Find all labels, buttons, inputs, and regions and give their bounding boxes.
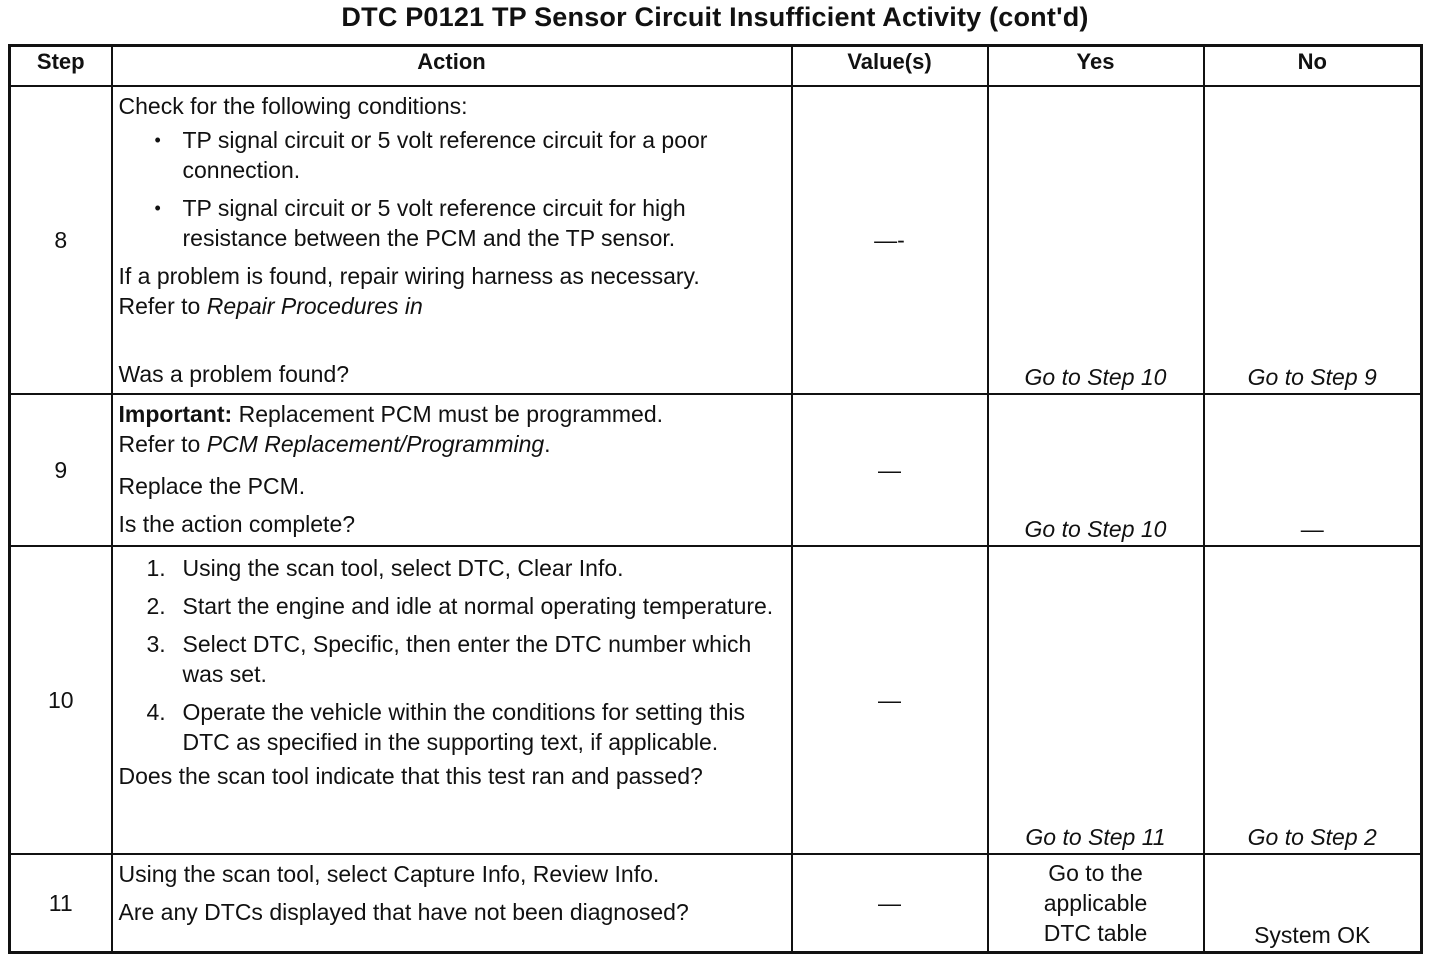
step-number: 10: [10, 546, 112, 854]
action-text: If a problem is found, repair wiring harness as necessary.: [118, 263, 700, 289]
pcm-programming-link[interactable]: PCM Replacement/Programming: [206, 431, 545, 457]
table-row: [10, 394, 1422, 546]
header-no: No: [1204, 46, 1422, 87]
yes-link[interactable]: Go to Step 10: [1024, 364, 1167, 390]
refer-prefix: Refer to: [118, 293, 207, 319]
no-cell: [1204, 394, 1422, 546]
item-number: 4.: [146, 699, 166, 725]
table-header-row: [10, 46, 1422, 87]
list-item: • TP signal circuit or 5 volt reference circuit for high resistance between the PCM and the TP sensor.: [183, 193, 781, 253]
action-question: Does the scan tool indicate that this test ran and passed?: [118, 763, 703, 789]
refer-prefix: Refer to: [118, 431, 207, 457]
value-cell: —: [792, 854, 988, 952]
important-note: [119, 399, 781, 429]
yes-link[interactable]: Go to Step 11: [1025, 824, 1166, 850]
item-number: 2.: [146, 593, 166, 619]
no-link[interactable]: Go to Step 9: [1247, 364, 1377, 390]
header-action: Action: [112, 46, 792, 87]
procedure-list: [119, 553, 781, 757]
item-number: 1.: [146, 555, 166, 581]
list-item: [146, 553, 781, 583]
refer-line: [119, 429, 781, 459]
item-number: 3.: [146, 631, 166, 657]
action-instruction: Replace the PCM.: [118, 473, 306, 499]
action-cell: [112, 394, 792, 546]
table-row: [10, 86, 1422, 394]
list-item: • TP signal circuit or 5 volt reference circuit for a poor connection.: [183, 125, 781, 185]
yes-cell: [988, 546, 1204, 854]
yes-link[interactable]: Go to Step 10: [1024, 516, 1167, 542]
table-row: [10, 546, 1422, 854]
action-question: Are any DTCs displayed that have not been diagnosed?: [118, 899, 689, 925]
value-cell: —: [792, 394, 988, 546]
condition-list: [119, 125, 781, 253]
item-text: Using the scan tool, select DTC, Clear Info.: [182, 555, 624, 581]
diagnostic-table: [8, 44, 1423, 954]
no-cell: [1204, 854, 1422, 952]
yes-cell: [988, 394, 1204, 546]
no-link[interactable]: Go to Step 2: [1247, 824, 1377, 850]
action-question: Is the action complete?: [118, 511, 356, 537]
no-cell: [1204, 546, 1422, 854]
page-title: DTC P0121 TP Sensor Circuit Insufficient Activity (cont'd): [341, 2, 1089, 32]
item-text: Select DTC, Specific, then enter the DTC number which was set.: [182, 631, 752, 687]
yes-cell: [988, 854, 1204, 952]
important-text: Replacement PCM must be programmed.: [232, 401, 663, 427]
header-step: Step: [10, 46, 112, 87]
refer-line: [119, 291, 781, 321]
step-number: 8: [10, 86, 112, 394]
no-value: —: [1300, 516, 1324, 542]
repair-procedures-link[interactable]: Repair Procedures in: [206, 293, 423, 319]
action-intro: Check for the following conditions:: [118, 93, 468, 119]
action-question: Was a problem found?: [118, 361, 350, 387]
important-label: Important:: [118, 401, 233, 427]
step-number: 9: [10, 394, 112, 546]
header-yes: Yes: [988, 46, 1204, 87]
action-cell: [112, 854, 792, 952]
action-cell: [112, 546, 792, 854]
list-item: [146, 591, 781, 621]
yes-cell: [988, 86, 1204, 394]
action-instruction: Using the scan tool, select Capture Info, Review Info.: [118, 861, 660, 887]
action-cell: [112, 86, 792, 394]
value-cell: —-: [792, 86, 988, 394]
list-item: [146, 629, 781, 689]
table-row: [10, 854, 1422, 952]
no-cell: [1204, 86, 1422, 394]
value-cell: —: [792, 546, 988, 854]
item-text: Operate the vehicle within the conditions for setting this DTC as specified in the supporting text, if applicable.: [182, 699, 746, 755]
list-item: [146, 697, 781, 757]
refer-suffix: .: [544, 431, 551, 457]
no-value: System OK: [1254, 921, 1371, 948]
item-text: Start the engine and idle at normal operating temperature.: [182, 593, 774, 619]
header-values: Value(s): [792, 46, 988, 87]
yes-value: Go to the applicable DTC table: [1043, 859, 1148, 946]
step-number: 11: [10, 854, 112, 952]
